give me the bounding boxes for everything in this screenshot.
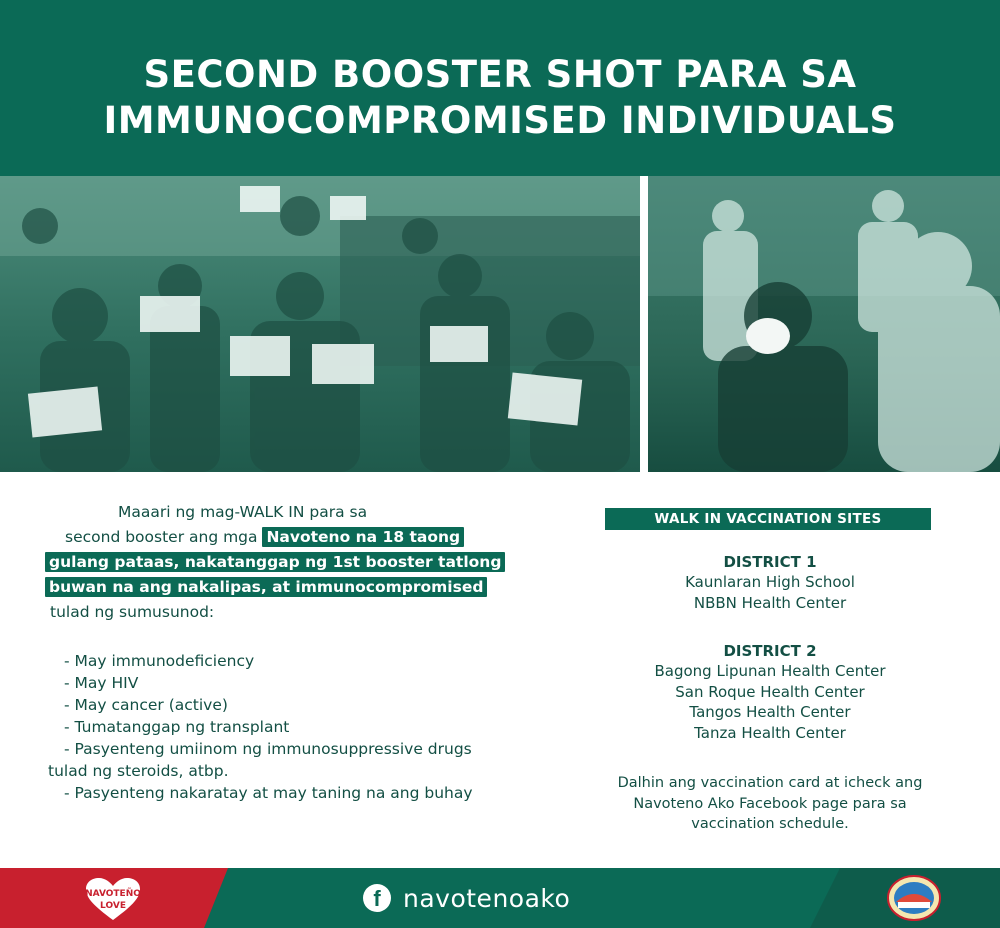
note-line-2: Navoteno Ako Facebook page para sa xyxy=(633,795,907,812)
intro-highlight-3: buwan na ang nakalipas, at immunocompromised xyxy=(45,577,487,597)
intro-line-2 xyxy=(0,525,560,550)
site-item: Tanza Health Center xyxy=(694,723,846,742)
facebook-link[interactable] xyxy=(363,882,570,914)
svg-text:LOVE: LOVE xyxy=(100,901,126,911)
title-line-1: SECOND BOOSTER SHOT PARA SA xyxy=(143,53,857,96)
conditions-list xyxy=(0,650,560,804)
sites-banner: WALK IN VACCINATION SITES xyxy=(605,508,931,530)
note-line-3: vaccination schedule. xyxy=(691,816,849,832)
intro-line-3 xyxy=(0,550,560,575)
intro-line-2-plain: second booster ang mga xyxy=(65,528,263,546)
condition-item: - May immunodeficiency xyxy=(64,652,255,670)
site-item: NBBN Health Center xyxy=(693,593,847,612)
photo-strip xyxy=(0,176,1000,472)
header-banner xyxy=(0,0,1000,176)
svg-text:NAVOTEÑO: NAVOTEÑO xyxy=(85,889,141,899)
district-1 xyxy=(580,552,960,613)
site-item: Kaunlaran High School xyxy=(685,573,855,591)
site-item: Tangos Health Center xyxy=(689,703,851,721)
district-1-title: DISTRICT 1 xyxy=(723,553,817,571)
condition-item: - Pasyenteng nakaratay at may taning na ang buhay xyxy=(64,784,473,802)
condition-item: - May HIV xyxy=(64,674,139,692)
navotas-city-seal xyxy=(886,874,942,922)
condition-item: - May cancer (active) xyxy=(64,696,228,714)
condition-item-continued: tulad ng steroids, atbp. xyxy=(48,762,229,780)
intro-line-1: Maaari ng mag-WALK IN para sa xyxy=(118,503,368,521)
intro-highlight-2: gulang pataas, nakatanggap ng 1st booster tatlong xyxy=(45,552,505,572)
vaccinees-photo xyxy=(0,176,640,472)
intro-line-5: tulad ng sumusunod: xyxy=(50,603,215,621)
site-item: Bagong Lipunan Health Center xyxy=(654,662,886,680)
facebook-icon: f xyxy=(363,884,391,912)
district-2-title: DISTRICT 2 xyxy=(723,642,817,660)
intro-highlight-1: Navoteno na 18 taong xyxy=(262,527,464,547)
eligibility-intro xyxy=(0,500,560,625)
condition-item: - Tumatanggap ng transplant xyxy=(64,718,290,736)
vaccination-photo xyxy=(648,176,1000,472)
footer-bar xyxy=(0,868,1000,928)
facebook-handle: navotenoako xyxy=(403,883,571,913)
note-line-1: Dalhin ang vaccination card at icheck ang xyxy=(617,775,923,791)
district-2 xyxy=(580,641,960,743)
site-item: San Roque Health Center xyxy=(675,682,865,701)
title-line-2: IMMUNOCOMPROMISED INDIVIDUALS xyxy=(103,99,897,142)
condition-item: - Pasyenteng umiinom ng immunosuppressive drugs xyxy=(64,740,472,758)
vaccination-card-note xyxy=(580,773,960,835)
eligibility-section xyxy=(0,500,560,802)
vaccination-sites-section xyxy=(580,508,960,835)
navoteno-ako-love-logo xyxy=(84,876,142,922)
intro-line-4 xyxy=(0,575,560,600)
